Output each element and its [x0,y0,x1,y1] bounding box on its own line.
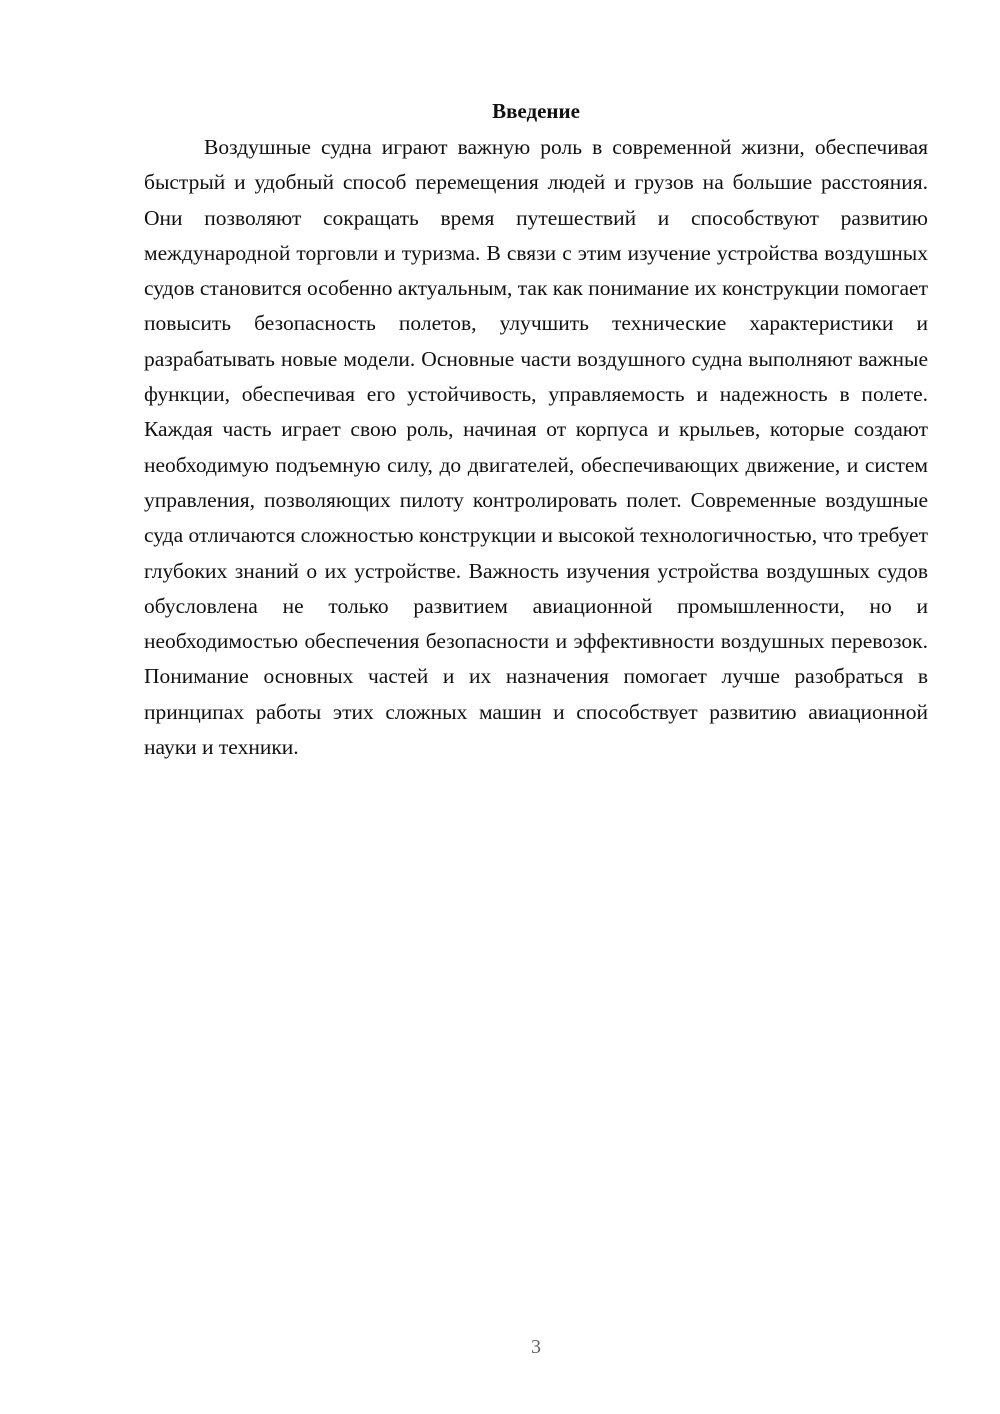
page-number: 3 [531,1336,541,1358]
page-content [144,96,928,765]
section-heading: Введение [492,99,580,123]
body-paragraph: Воздушные судна играют важную роль в современной жизни, обеспечивая быстрый и удобный способ перемещения людей и грузов на большие расстояния. Они позволяют сокращать время путешествий и способствуют развитию международной торговли и туризма. В связи с этим изучение устройства воздушных судов становится особенно актуальным, так как понимание их конструкции помогает повысить безопасность полетов, улучшить технические характеристики и разрабатывать новые модели. Основные части воздушного судна выполняют важные функции, обеспечивая его устойчивость, управляемость и надежность в полете. Каждая часть играет свою роль, начиная от корпуса и крыльев, которые создают необходимую подъемную силу, до двигателей, обеспечивающих движение, и систем управления, позволяющих пилоту контролировать полет. Современные воздушные суда отличаются сложностью конструкции и высокой технологичностью, что требует глубоких знаний о их устройстве. Важность изучения устройства воздушных судов обусловлена не только развитием авиационной промышленности, но и необходимостью обеспечения безопасности и эффективности воздушных перевозок. Понимание основных частей и их назначения помогает лучше разобраться в принципах работы этих сложных машин и способствует развитию авиационной науки и техники. [144,135,928,760]
